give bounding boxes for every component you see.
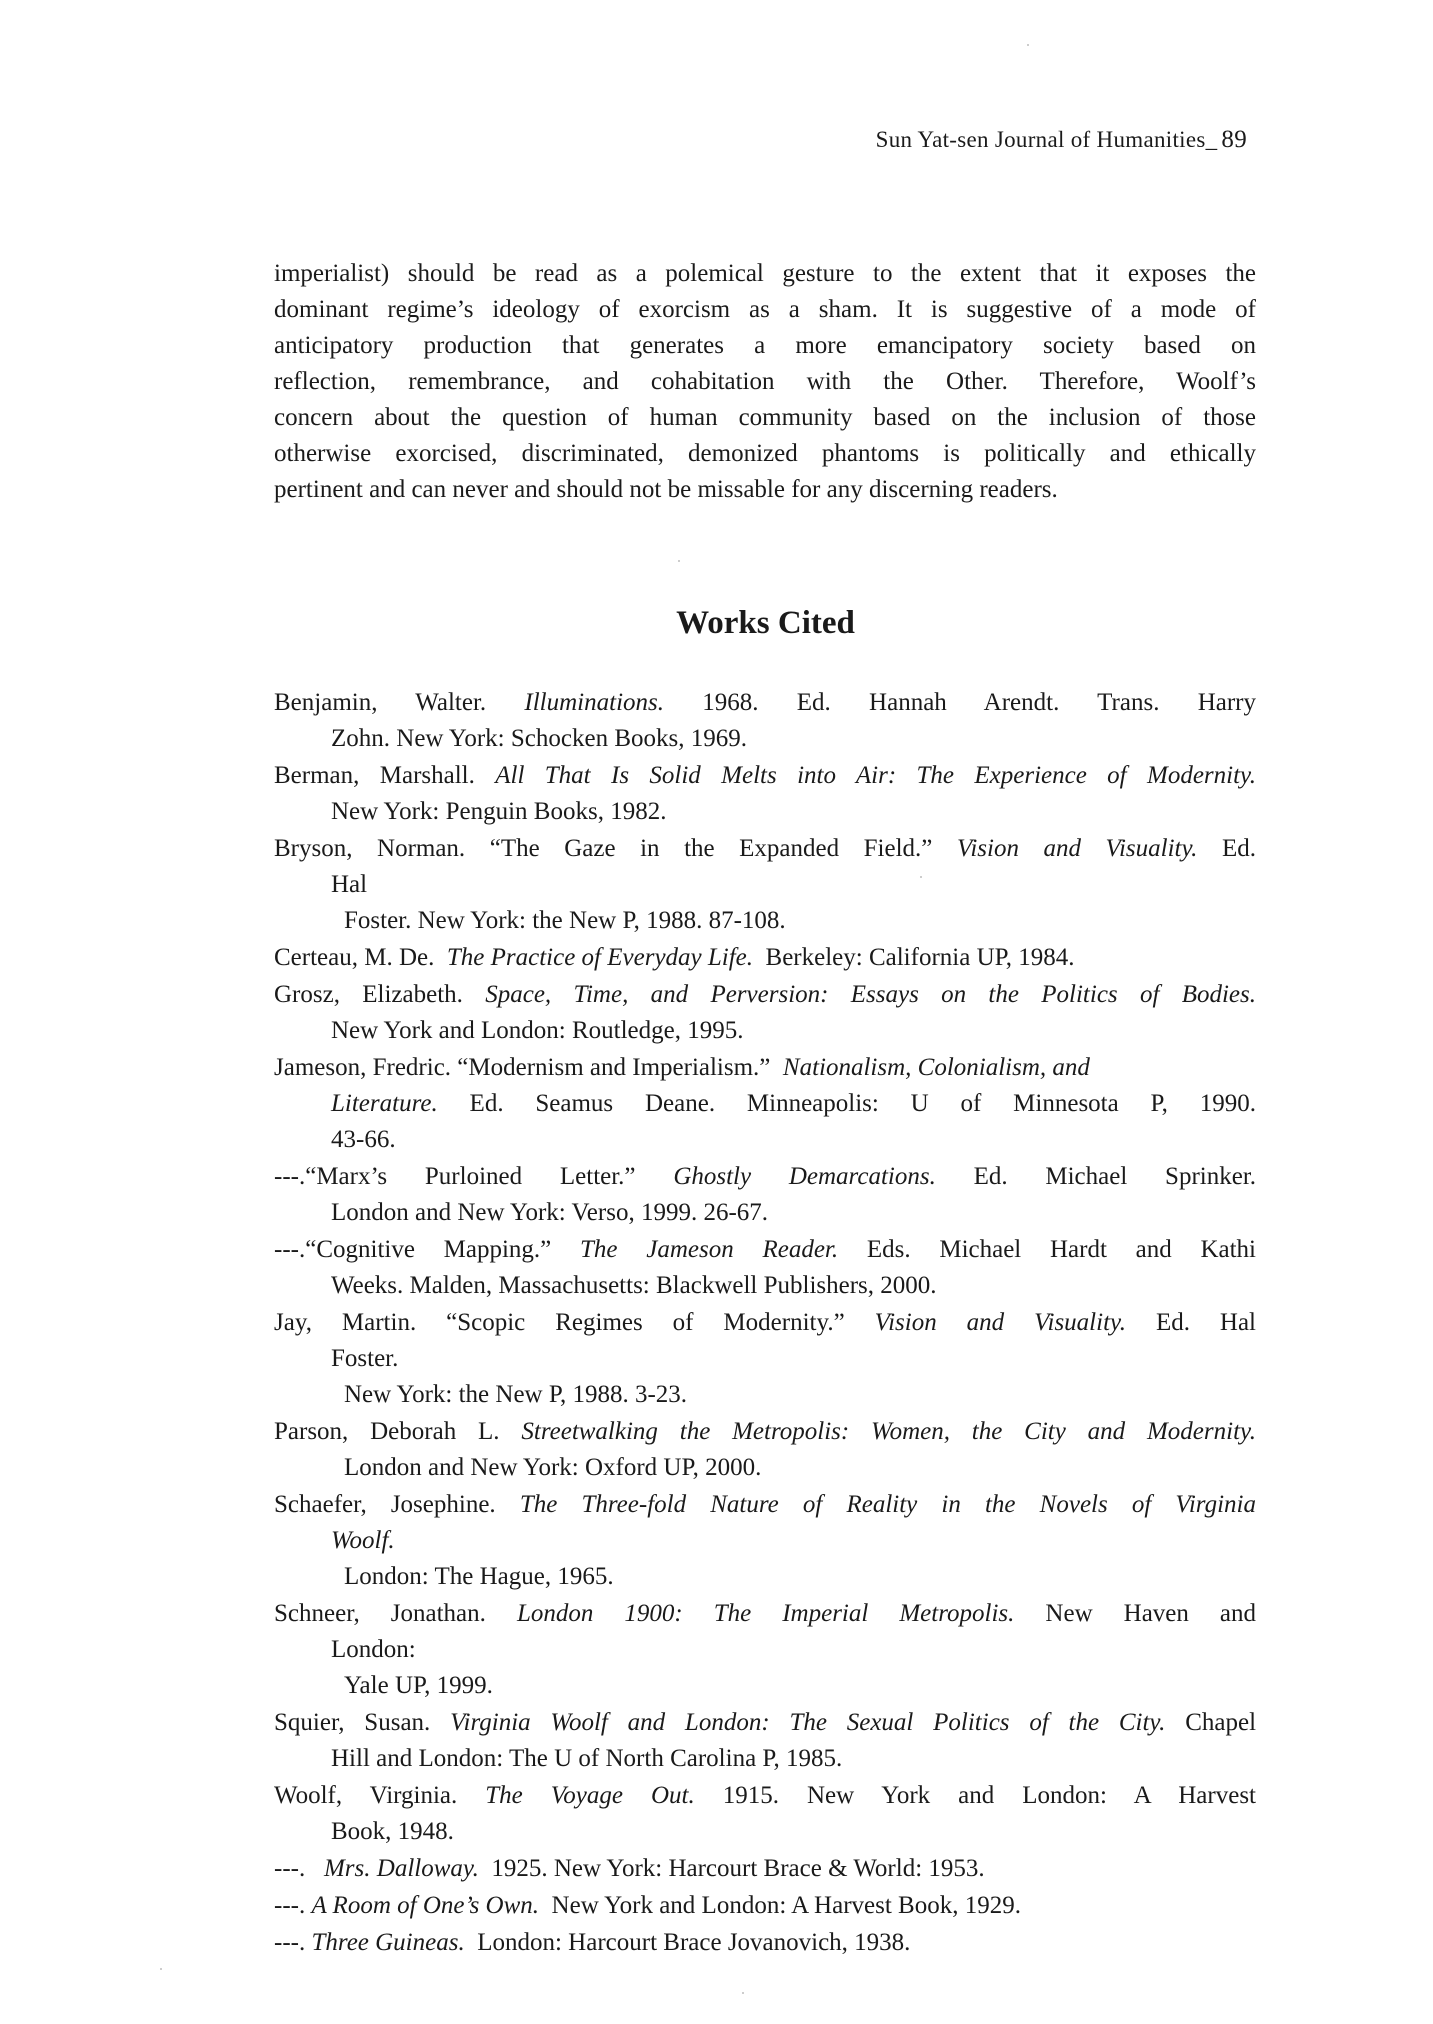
paragraph-line: dominant regime’s ideology of exorcism as a sham. It is suggestive of a mode of xyxy=(274,296,1256,323)
ref-author: Jameson, Fredric. “Modernism and Imperialism.” xyxy=(274,1054,771,1081)
reference-entry xyxy=(274,1705,1256,1777)
reference-entry xyxy=(274,1305,1256,1413)
ref-author: Schneer, Jonathan. xyxy=(274,1600,486,1627)
reference-entry xyxy=(274,685,1256,757)
reference-entry xyxy=(274,1851,1256,1887)
ref-continuation: Foster. xyxy=(331,1345,399,1372)
ref-details: Berkeley: California UP, 1984. xyxy=(765,944,1075,971)
ref-details: Ed. Michael Sprinker. xyxy=(973,1163,1257,1190)
works-cited-list xyxy=(274,685,1256,1962)
ref-title: London 1900: The Imperial Metropolis. xyxy=(516,1600,1015,1627)
reference-entry xyxy=(274,977,1256,1049)
ref-continuation: London: xyxy=(331,1636,416,1663)
ref-author: Woolf, Virginia. xyxy=(274,1782,458,1809)
reference-entry xyxy=(274,940,1256,976)
ref-title: All That Is Solid Melts into Air: The Experience of Modernity. xyxy=(495,762,1257,789)
ref-title: Streetwalking the Metropolis: Women, the City and Modernity. xyxy=(521,1418,1256,1445)
reference-entry xyxy=(274,1778,1256,1850)
paragraph-line: imperialist) should be read as a polemical gesture to the extent that it exposes the xyxy=(274,260,1256,287)
scan-speck xyxy=(678,560,680,562)
ref-title: The Voyage Out. xyxy=(485,1782,695,1809)
ref-title: The Three-fold Nature of Reality in the Novels of Virginia xyxy=(519,1491,1256,1518)
ref-author: Bryson, Norman. “The Gaze in the Expanded Field.” xyxy=(274,835,933,862)
ref-continuation: Hal xyxy=(331,871,368,898)
ref-details: Ed. Seamus Deane. Minneapolis: U of Minnesota P, 1990. xyxy=(469,1090,1257,1117)
ref-continuation: London: The Hague, 1965. xyxy=(344,1563,614,1590)
paragraph-line: pertinent and can never and should not be missable for any discerning readers. xyxy=(274,476,1058,503)
reference-entry xyxy=(274,1414,1256,1486)
ref-title: The Jameson Reader. xyxy=(580,1236,839,1263)
ref-details: 1925. New York: Harcourt Brace & World: 1953. xyxy=(491,1855,985,1882)
section-title: Works Cited xyxy=(676,605,855,641)
ref-title: Three Guineas. xyxy=(311,1929,465,1956)
scan-speck xyxy=(920,876,922,878)
ref-author: ---. xyxy=(274,1892,306,1919)
ref-title: Ghostly Demarcations. xyxy=(673,1163,936,1190)
ref-author: Parson, Deborah L. xyxy=(274,1418,500,1445)
ref-title: Vision and Visuality. xyxy=(956,835,1198,862)
ref-title: Space, Time, and Perversion: Essays on the Politics of Bodies. xyxy=(485,981,1256,1008)
ref-author: Schaefer, Josephine. xyxy=(274,1491,496,1518)
ref-title: Virginia Woolf and London: The Sexual Politics of the City. xyxy=(450,1709,1166,1736)
paragraph-line: reflection, remembrance, and cohabitation with the Other. Therefore, Woolf’s xyxy=(274,368,1256,395)
reference-entry xyxy=(274,758,1256,830)
ref-details: 1968. Ed. Hannah Arendt. Trans. Harry xyxy=(702,689,1257,716)
ref-continuation: Book, 1948. xyxy=(331,1818,454,1845)
ref-continuation: London and New York: Oxford UP, 2000. xyxy=(344,1454,762,1481)
ref-continuation: Hill and London: The U of North Carolina P, 1985. xyxy=(331,1745,843,1772)
ref-continuation: London and New York: Verso, 1999. 26-67. xyxy=(331,1199,769,1226)
ref-title: The Practice of Everyday Life. xyxy=(446,944,754,971)
ref-author: Certeau, M. De. xyxy=(274,944,435,971)
scan-speck xyxy=(742,1992,744,1994)
ref-continuation: New York and London: Routledge, 1995. xyxy=(331,1017,744,1044)
ref-title: Vision and Visuality. xyxy=(874,1309,1126,1336)
ref-author: ---.“Marx’s Purloined Letter.” xyxy=(274,1163,636,1190)
journal-name: Sun Yat-sen Journal of Humanities_ xyxy=(875,127,1218,152)
ref-author: Grosz, Elizabeth. xyxy=(274,981,463,1008)
paragraph-line: concern about the question of human community based on the inclusion of those xyxy=(274,404,1256,431)
closing-paragraph xyxy=(274,256,1256,508)
ref-details: Ed. Hal xyxy=(1155,1309,1257,1336)
page-number: 89 xyxy=(1221,126,1247,153)
ref-author: Jay, Martin. “Scopic Regimes of Modernity.” xyxy=(274,1309,845,1336)
ref-details: New Haven and xyxy=(1045,1600,1257,1627)
ref-continuation: New York: Penguin Books, 1982. xyxy=(331,798,667,825)
ref-continuation: Weeks. Malden, Massachusetts: Blackwell Publishers, 2000. xyxy=(331,1272,937,1299)
scan-speck xyxy=(1027,44,1029,46)
reference-entry xyxy=(274,1888,1256,1924)
ref-details: Eds. Michael Hardt and Kathi xyxy=(866,1236,1256,1263)
ref-continuation: 43-66. xyxy=(331,1126,396,1153)
reference-entry xyxy=(274,1232,1256,1304)
ref-author: Squier, Susan. xyxy=(274,1709,431,1736)
ref-details: London: Harcourt Brace Jovanovich, 1938. xyxy=(477,1929,911,1956)
paragraph-line: anticipatory production that generates a more emancipatory society based on xyxy=(274,332,1256,359)
ref-author: ---.“Cognitive Mapping.” xyxy=(274,1236,552,1263)
reference-entry xyxy=(274,831,1256,939)
ref-details: 1915. New York and London: A Harvest xyxy=(722,1782,1256,1809)
ref-title: Nationalism, Colonialism, and xyxy=(782,1054,1090,1081)
ref-title: Literature. xyxy=(331,1090,438,1117)
scan-speck xyxy=(160,1968,162,1970)
running-header xyxy=(876,126,1247,154)
ref-continuation: Yale UP, 1999. xyxy=(344,1672,493,1699)
reference-entry xyxy=(274,1596,1256,1704)
ref-details: New York and London: A Harvest Book, 1929. xyxy=(551,1892,1021,1919)
reference-entry xyxy=(274,1487,1256,1595)
ref-title: Illuminations. xyxy=(524,689,664,716)
reference-entry xyxy=(274,1050,1256,1158)
ref-details: Chapel xyxy=(1185,1709,1257,1736)
ref-continuation: Foster. New York: the New P, 1988. 87-108. xyxy=(344,907,786,934)
ref-author: Benjamin, Walter. xyxy=(274,689,487,716)
reference-entry xyxy=(274,1159,1256,1231)
ref-author: ---. xyxy=(274,1929,306,1956)
ref-continuation: Zohn. New York: Schocken Books, 1969. xyxy=(331,725,747,752)
ref-title: A Room of One’s Own. xyxy=(311,1892,540,1919)
ref-author: ---. xyxy=(274,1855,306,1882)
ref-author: Berman, Marshall. xyxy=(274,762,475,789)
ref-title: Woolf. xyxy=(331,1527,395,1554)
ref-details: Ed. xyxy=(1221,835,1257,862)
ref-title: Mrs. Dalloway. xyxy=(323,1855,479,1882)
reference-entry xyxy=(274,1925,1256,1961)
ref-continuation: New York: the New P, 1988. 3-23. xyxy=(344,1381,688,1408)
paragraph-line: otherwise exorcised, discriminated, demonized phantoms is politically and ethically xyxy=(274,440,1256,467)
